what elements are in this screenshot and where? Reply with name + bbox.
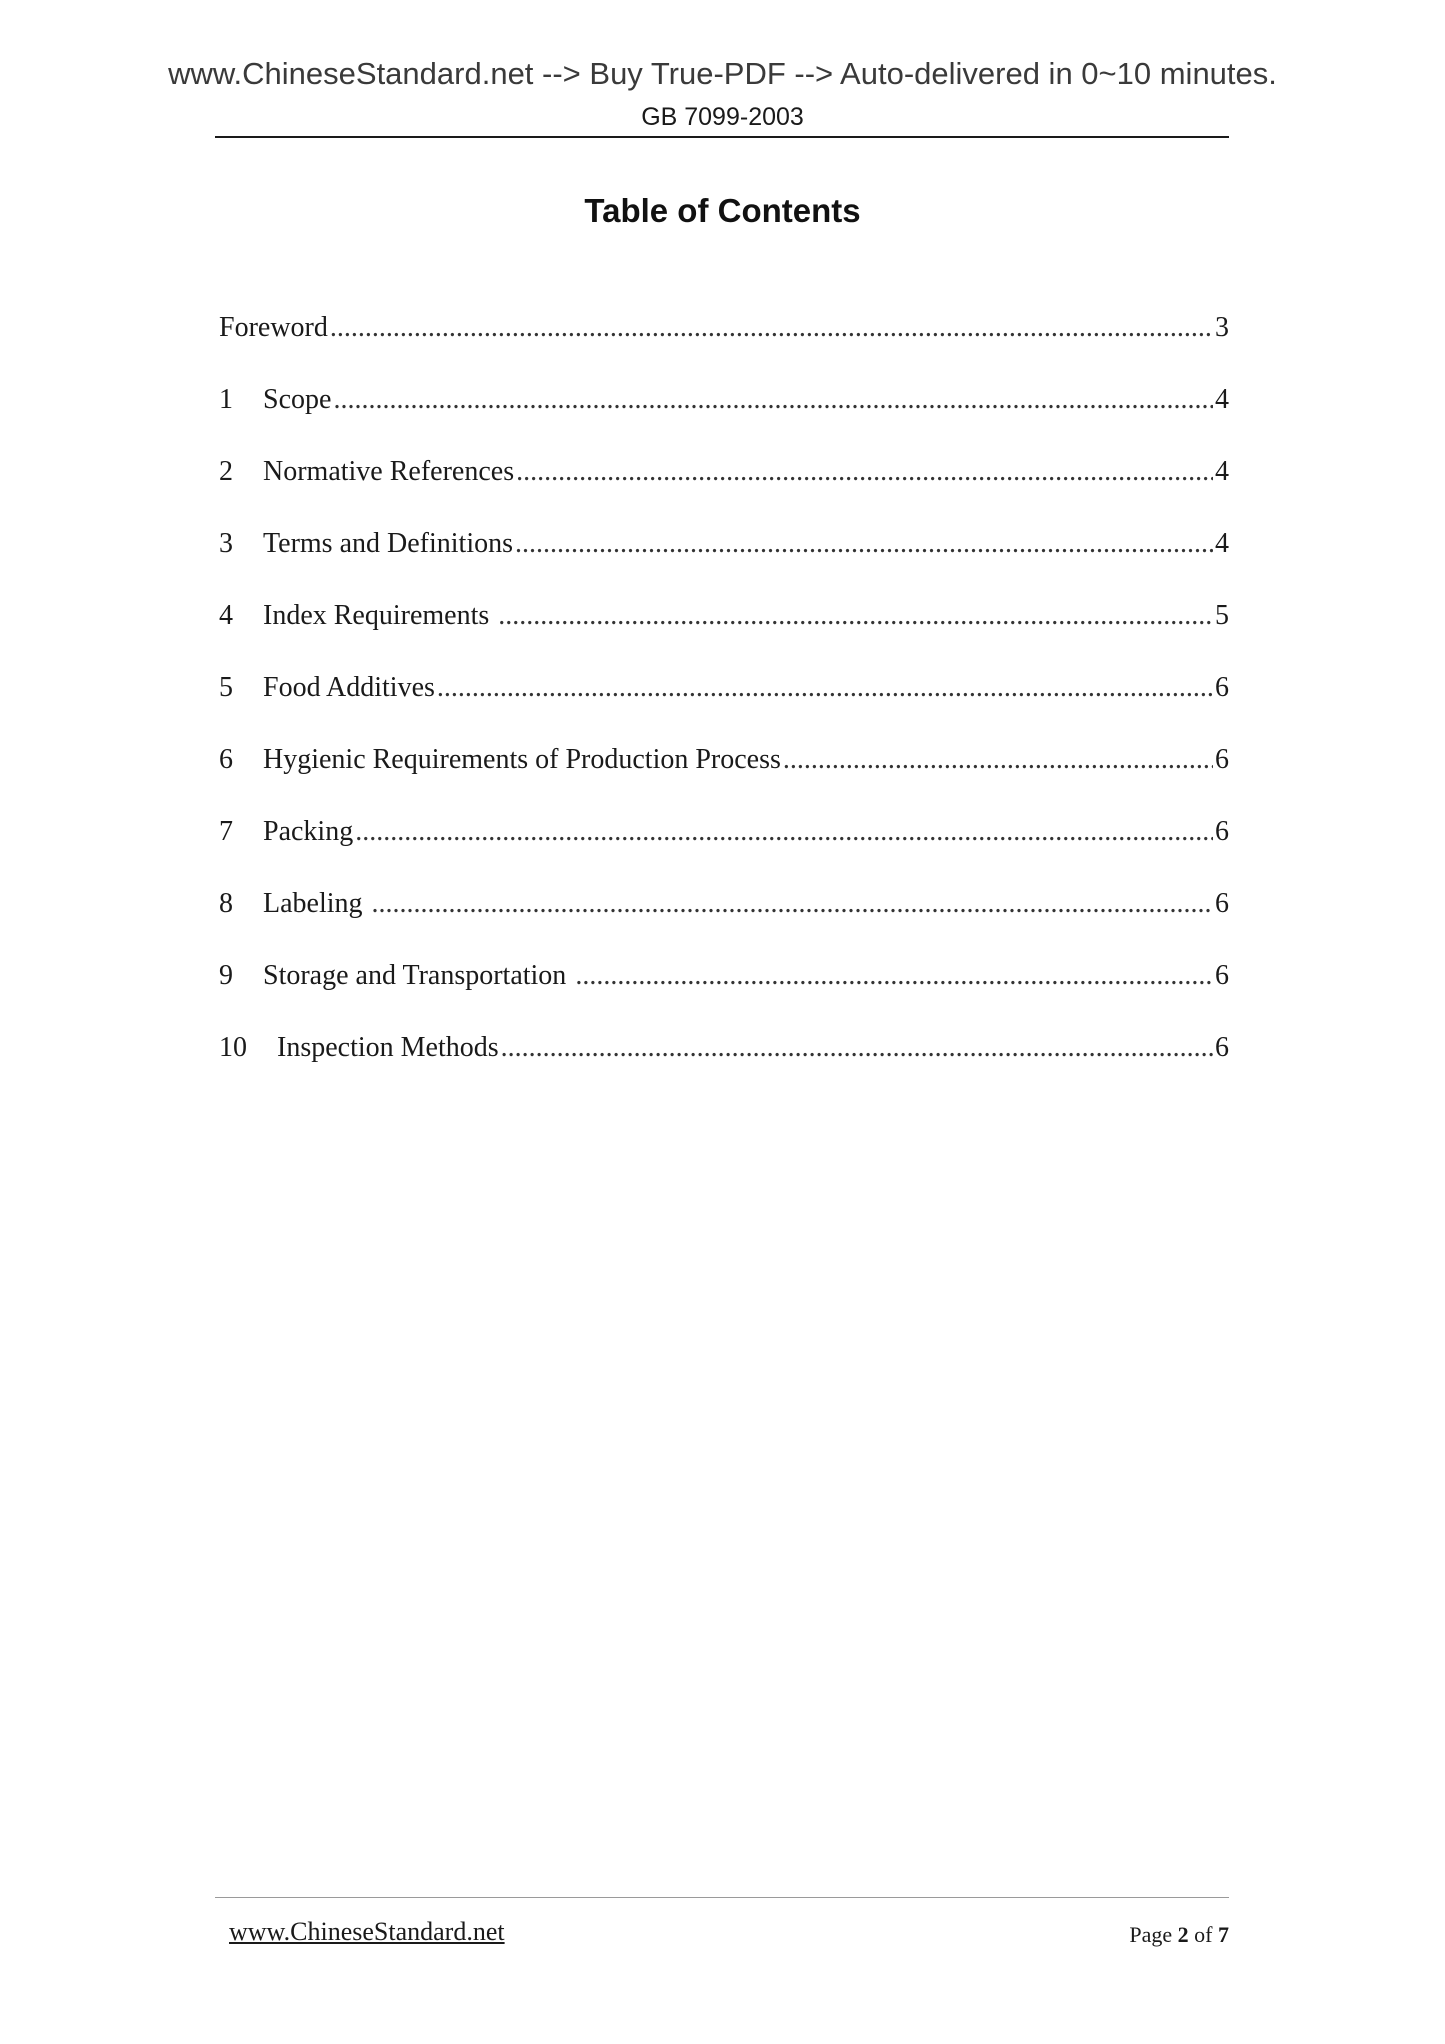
- dot-leader: [516, 456, 1213, 488]
- toc-entry-page: 6: [1215, 1032, 1229, 1063]
- toc-entry-page: 6: [1215, 816, 1229, 847]
- dot-leader: [333, 384, 1213, 416]
- toc-entry-number: 3: [219, 528, 233, 559]
- toc-entry-number: 5: [219, 672, 233, 703]
- footer-divider: [215, 1897, 1229, 1898]
- toc-entry-terms-and-definitions[interactable]: [219, 528, 1229, 600]
- toc-entry-inspection-methods[interactable]: [219, 1032, 1229, 1104]
- total-pages-number: 7: [1218, 1922, 1229, 1947]
- toc-entry-label: Packing: [263, 816, 354, 847]
- toc-entry-number: 8: [219, 888, 233, 919]
- dot-leader: [498, 600, 1213, 632]
- toc-entry-label: Scope: [263, 384, 332, 415]
- toc-entry-normative-references[interactable]: [219, 456, 1229, 528]
- toc-entry-page: 4: [1215, 528, 1229, 559]
- table-of-contents: [219, 312, 1229, 1104]
- page-indicator: [1129, 1922, 1229, 1948]
- header-divider: [215, 136, 1229, 138]
- toc-entry-foreword[interactable]: [219, 312, 1229, 384]
- toc-entry-packing[interactable]: [219, 816, 1229, 888]
- toc-entry-labeling[interactable]: [219, 888, 1229, 960]
- toc-entry-number: 10: [219, 1032, 247, 1063]
- toc-entry-food-additives[interactable]: [219, 672, 1229, 744]
- toc-entry-label: Foreword: [219, 312, 328, 343]
- toc-entry-page: 6: [1215, 888, 1229, 919]
- dot-leader: [783, 744, 1213, 776]
- toc-entry-page: 4: [1215, 384, 1229, 415]
- page-title: Table of Contents: [584, 192, 861, 229]
- toc-entry-page: 6: [1215, 744, 1229, 775]
- toc-entry-label: Normative References: [263, 456, 515, 487]
- dot-leader: [515, 528, 1213, 560]
- toc-entry-label: Labeling: [263, 888, 370, 919]
- toc-entry-page: 5: [1215, 600, 1229, 631]
- toc-entry-index-requirements[interactable]: [219, 600, 1229, 672]
- toc-entry-number: 4: [219, 600, 233, 631]
- toc-entry-label: Storage and Transportation: [263, 960, 574, 991]
- toc-entry-number: 2: [219, 456, 233, 487]
- toc-entry-number: 9: [219, 960, 233, 991]
- toc-entry-page: 6: [1215, 672, 1229, 703]
- dot-leader: [330, 312, 1213, 344]
- dot-leader: [355, 816, 1213, 848]
- toc-entry-number: 7: [219, 816, 233, 847]
- current-page-number: 2: [1177, 1922, 1189, 1947]
- dot-leader: [575, 960, 1213, 992]
- dot-leader: [372, 888, 1213, 920]
- toc-entry-number: 6: [219, 744, 233, 775]
- toc-entry-page: 4: [1215, 456, 1229, 487]
- dot-leader: [437, 672, 1213, 704]
- toc-entry-hygienic-requirements[interactable]: [219, 744, 1229, 816]
- toc-entry-label: Hygienic Requirements of Production Process: [263, 744, 781, 775]
- toc-entry-storage-and-transportation[interactable]: [219, 960, 1229, 1032]
- toc-entry-page: 6: [1215, 960, 1229, 991]
- standard-code: GB 7099-2003: [641, 103, 804, 131]
- dot-leader: [501, 1032, 1213, 1064]
- toc-entry-page: 3: [1215, 312, 1229, 343]
- toc-entry-label: Index Requirements: [263, 600, 497, 631]
- toc-entry-number: 1: [219, 384, 233, 415]
- toc-entry-label: Food Additives: [263, 672, 435, 703]
- toc-entry-label: Terms and Definitions: [263, 528, 513, 559]
- of-word: of: [1194, 1922, 1213, 1947]
- page-word: Page: [1129, 1922, 1173, 1947]
- footer-website-link[interactable]: www.ChineseStandard.net: [229, 1917, 505, 1946]
- toc-entry-scope[interactable]: [219, 384, 1229, 456]
- toc-entry-label: Inspection Methods: [277, 1032, 499, 1063]
- header-banner: www.ChineseStandard.net --> Buy True-PDF --> Auto-delivered in 0~10 minutes.: [168, 56, 1277, 91]
